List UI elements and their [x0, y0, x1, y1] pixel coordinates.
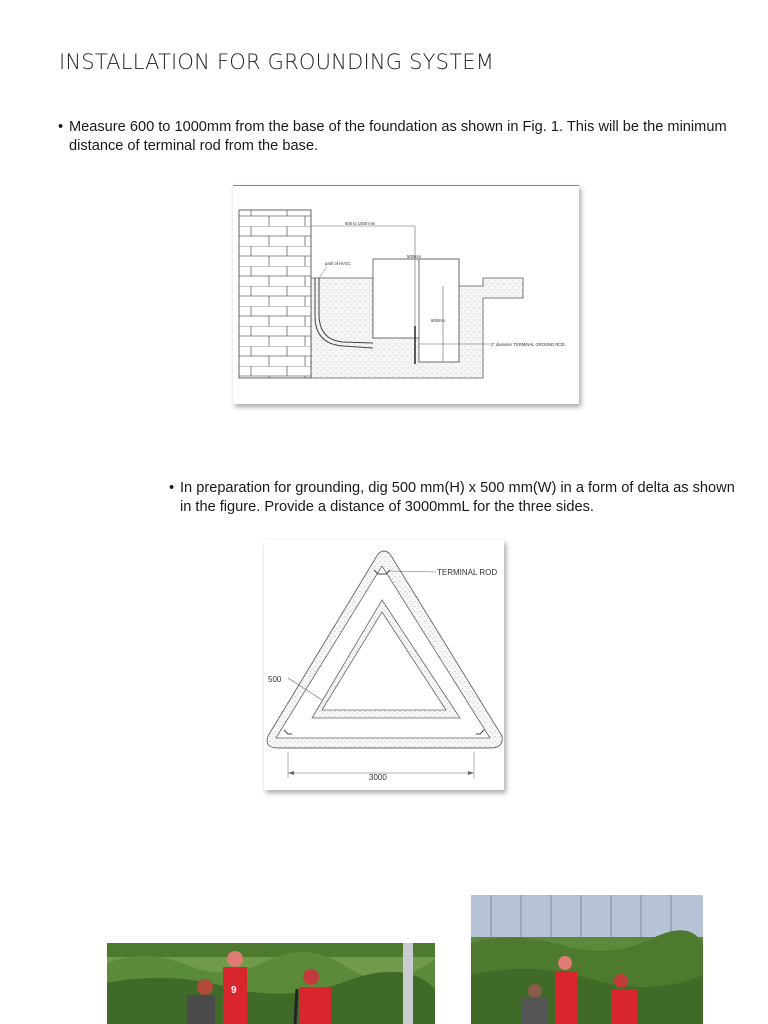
bullet-text: In preparation for grounding, dig 500 mm(H) x 500 mm(W) in a form of delta as shown in the figure. Provide a distance of 3000mmL for the three sides.: [180, 480, 735, 515]
bullet-symbol: •: [58, 119, 64, 135]
figure-foundation-section: [233, 185, 579, 404]
foundation-diagram: [233, 186, 579, 404]
photo-grounding-work-1: [107, 943, 435, 1024]
label-top-width: 500mm: [407, 254, 421, 259]
bullet-symbol: •: [169, 480, 175, 496]
bullet-delta-dig: [169, 479, 740, 516]
pole: [403, 943, 413, 1024]
page-title: INSTALLATION FOR GROUNDING SYSTEM: [59, 50, 495, 74]
label-terminal-rod: 2" diameter TERMINAL GROUND ROD: [491, 342, 565, 347]
label-hvsc-path: path of HVSC: [325, 261, 351, 266]
label-width: 500: [268, 675, 282, 684]
label-depth: 600mm: [431, 318, 445, 323]
label-side-length: 3000: [369, 773, 387, 782]
label-terminal-rod: TERMINAL ROD: [437, 568, 498, 577]
terminal-pit: [419, 259, 459, 362]
photo-scene-2: [471, 895, 703, 1024]
brick-wall: [239, 210, 311, 378]
label-distance: 600 to 1000 mm: [345, 221, 376, 226]
photo-scene-1: [107, 943, 435, 1024]
figure-delta-trench: [264, 540, 504, 790]
bullet-measure-distance: [58, 118, 729, 155]
worker-number: 9: [231, 985, 237, 996]
delta-diagram: [264, 540, 504, 790]
bullet-text: Measure 600 to 1000mm from the base of the foundation as shown in Fig. 1. This will be the minimum distance of terminal rod from the base.: [69, 119, 727, 154]
photo-grounding-work-2: [471, 895, 703, 1024]
